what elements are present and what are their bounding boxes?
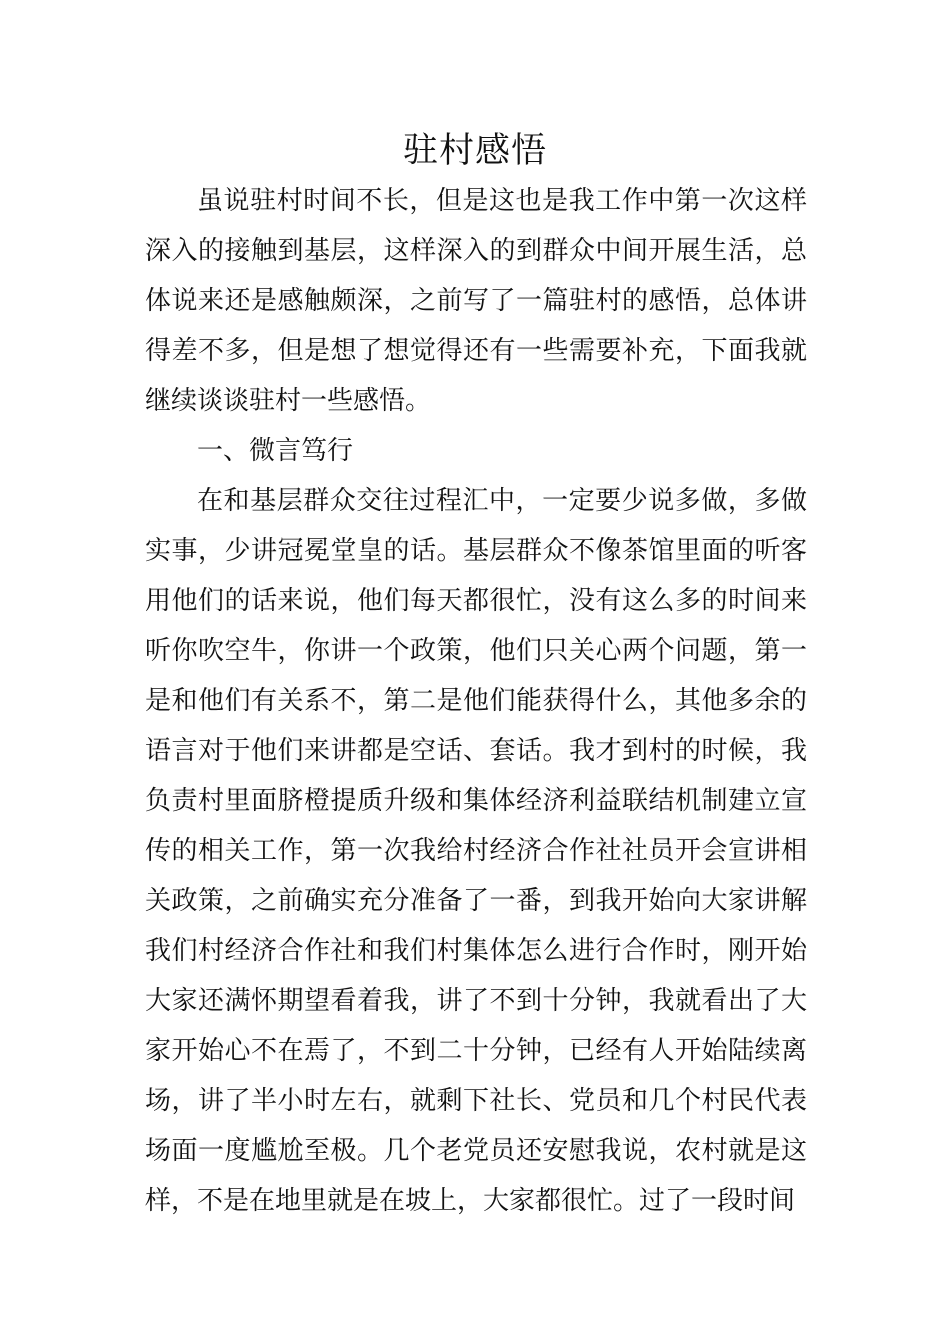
section-heading: 一、微言笃行 (197, 436, 354, 466)
document-body (145, 176, 807, 1226)
intro-paragraph: 虽说驻村时间不长，但是这也是我工作中第一次这样深入的接触到基层，这样深入的到群众中间开展生活，总体说来还是感触颇深，之前写了一篇驻村的感悟，总体讲得差不多，但是想了想觉得还有一些需要补充，下面我就继续谈谈驻村一些感悟。 (145, 186, 807, 416)
document-title: 驻村感悟 (402, 131, 547, 171)
section-paragraph: 在和基层群众交往过程汇中，一定要少说多做，多做实事，少讲冠冕堂皇的话。基层群众不像茶馆里面的听客用他们的话来说，他们每天都很忙，没有这么多的时间来听你吹空牛，你讲一个政策，他们只关心两个问题，第一是和他们有关系不，第二是他们能获得什么，其他多余的语言对于他们来讲都是空话、套话。我才到村的时候，我负责村里面脐橙提质升级和集体经济利益联结机制建立宣传的相关工作，第一次我给村经济合作社社员开会宣讲相关政策，之前确实充分准备了一番，到我开始向大家讲解我们村经济合作社和我们村集体怎么进行合作时，刚开始大家还满怀期望看着我，讲了不到十分钟，我就看出了大家开始心不在焉了，不到二十分钟，已经有人开始陆续离场，讲了半小时左右，就剩下社长、党员和几个村民代表场面一度尴尬至极。几个老党员还安慰我说，农村就是这样，不是在地里就是在坡上，大家都很忙。过了一段时间 (145, 486, 807, 1216)
